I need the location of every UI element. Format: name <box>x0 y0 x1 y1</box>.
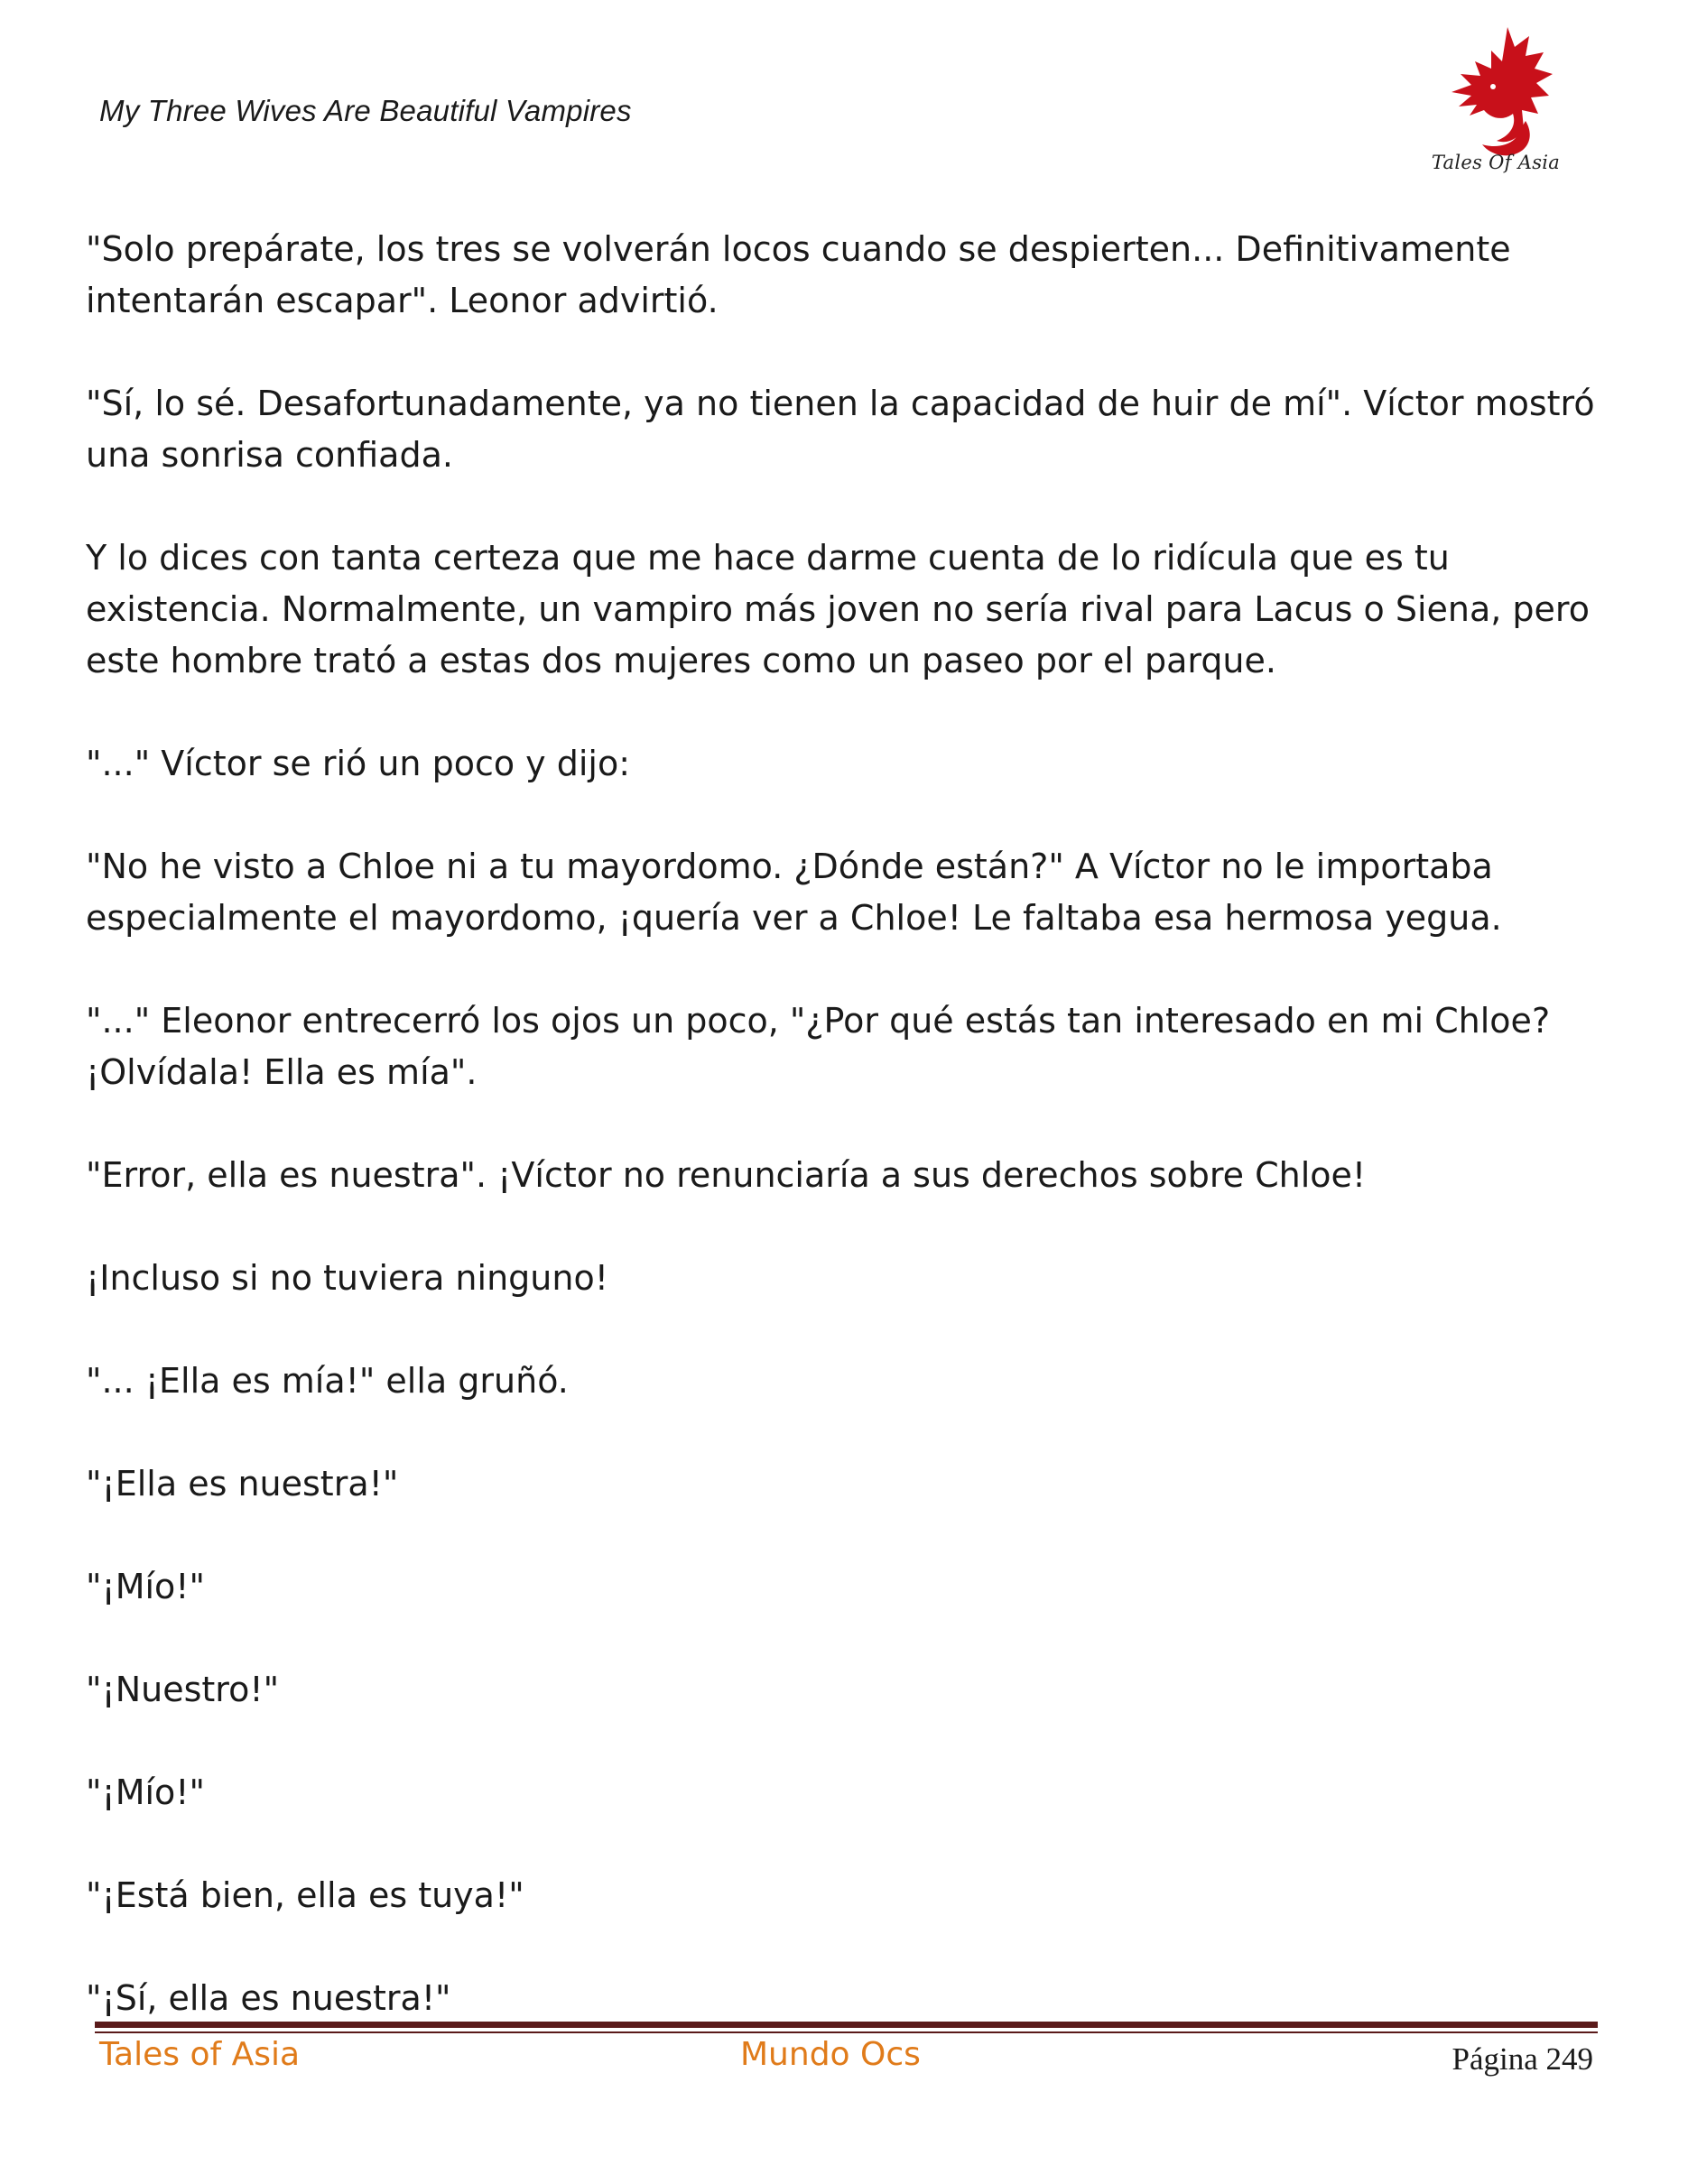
paragraph: "¡Sí, ella es nuestra!" <box>86 1978 451 2018</box>
tales-of-asia-logo <box>1428 20 1563 182</box>
paragraph: "Sí, lo sé. Desafortunadamente, ya no tienen la capacidad de huir de mí". Víctor mostró una sonrisa confiada. <box>86 384 1595 475</box>
logo-text: Tales Of Asia <box>1431 152 1561 173</box>
footer-rule <box>95 2022 1598 2028</box>
book-title: My Three Wives Are Beautiful Vampires <box>99 94 632 127</box>
paragraph: "¡Nuestro!" <box>86 1670 280 1709</box>
paragraph: "..." Víctor se rió un poco y dijo: <box>86 744 631 783</box>
paragraph: "¡Mío!" <box>86 1772 206 1812</box>
paragraph: "¡Ella es nuestra!" <box>86 1464 399 1504</box>
paragraph: "Solo prepárate, los tres se volverán locos cuando se despierten... Definitivamente intentarán escapar". Leonor advirtió. <box>86 229 1511 320</box>
page-body <box>86 224 1620 2076</box>
paragraph: ¡Incluso si no tuviera ninguno! <box>86 1258 608 1298</box>
page-number: Página 249 <box>1451 2041 1593 2077</box>
footer-site-name: Tales of Asia <box>99 2036 301 2073</box>
paragraph: "¡Mío!" <box>86 1567 206 1606</box>
paragraph: "¡Está bien, ella es tuya!" <box>86 1875 524 1915</box>
paragraph: "..." Eleonor entrecerró los ojos un poco, "¿Por qué estás tan interesado en mi Chloe? ¡Olvídala! Ella es mía". <box>86 1001 1551 1092</box>
footer-section-name: Mundo Ocs <box>740 2036 921 2073</box>
paragraph: "Error, ella es nuestra". ¡Víctor no renunciaría a sus derechos sobre Chloe! <box>86 1155 1367 1195</box>
paragraph: "... ¡Ella es mía!" ella gruñó. <box>86 1361 569 1401</box>
paragraph: "No he visto a Chloe ni a tu mayordomo. ¿Dónde están?" A Víctor no le importaba especialmente el mayordomo, ¡quería ver a Chloe! Le faltaba esa hermosa yegua. <box>86 847 1502 938</box>
footer-rule-thin <box>95 2031 1598 2033</box>
paragraph: Y lo dices con tanta certeza que me hace darme cuenta de lo ridícula que es tu existencia. Normalmente, un vampiro más joven no sería rival para Lacus o Siena, pero este hombre trató a estas dos mujeres como un paseo por el parque. <box>86 538 1590 680</box>
